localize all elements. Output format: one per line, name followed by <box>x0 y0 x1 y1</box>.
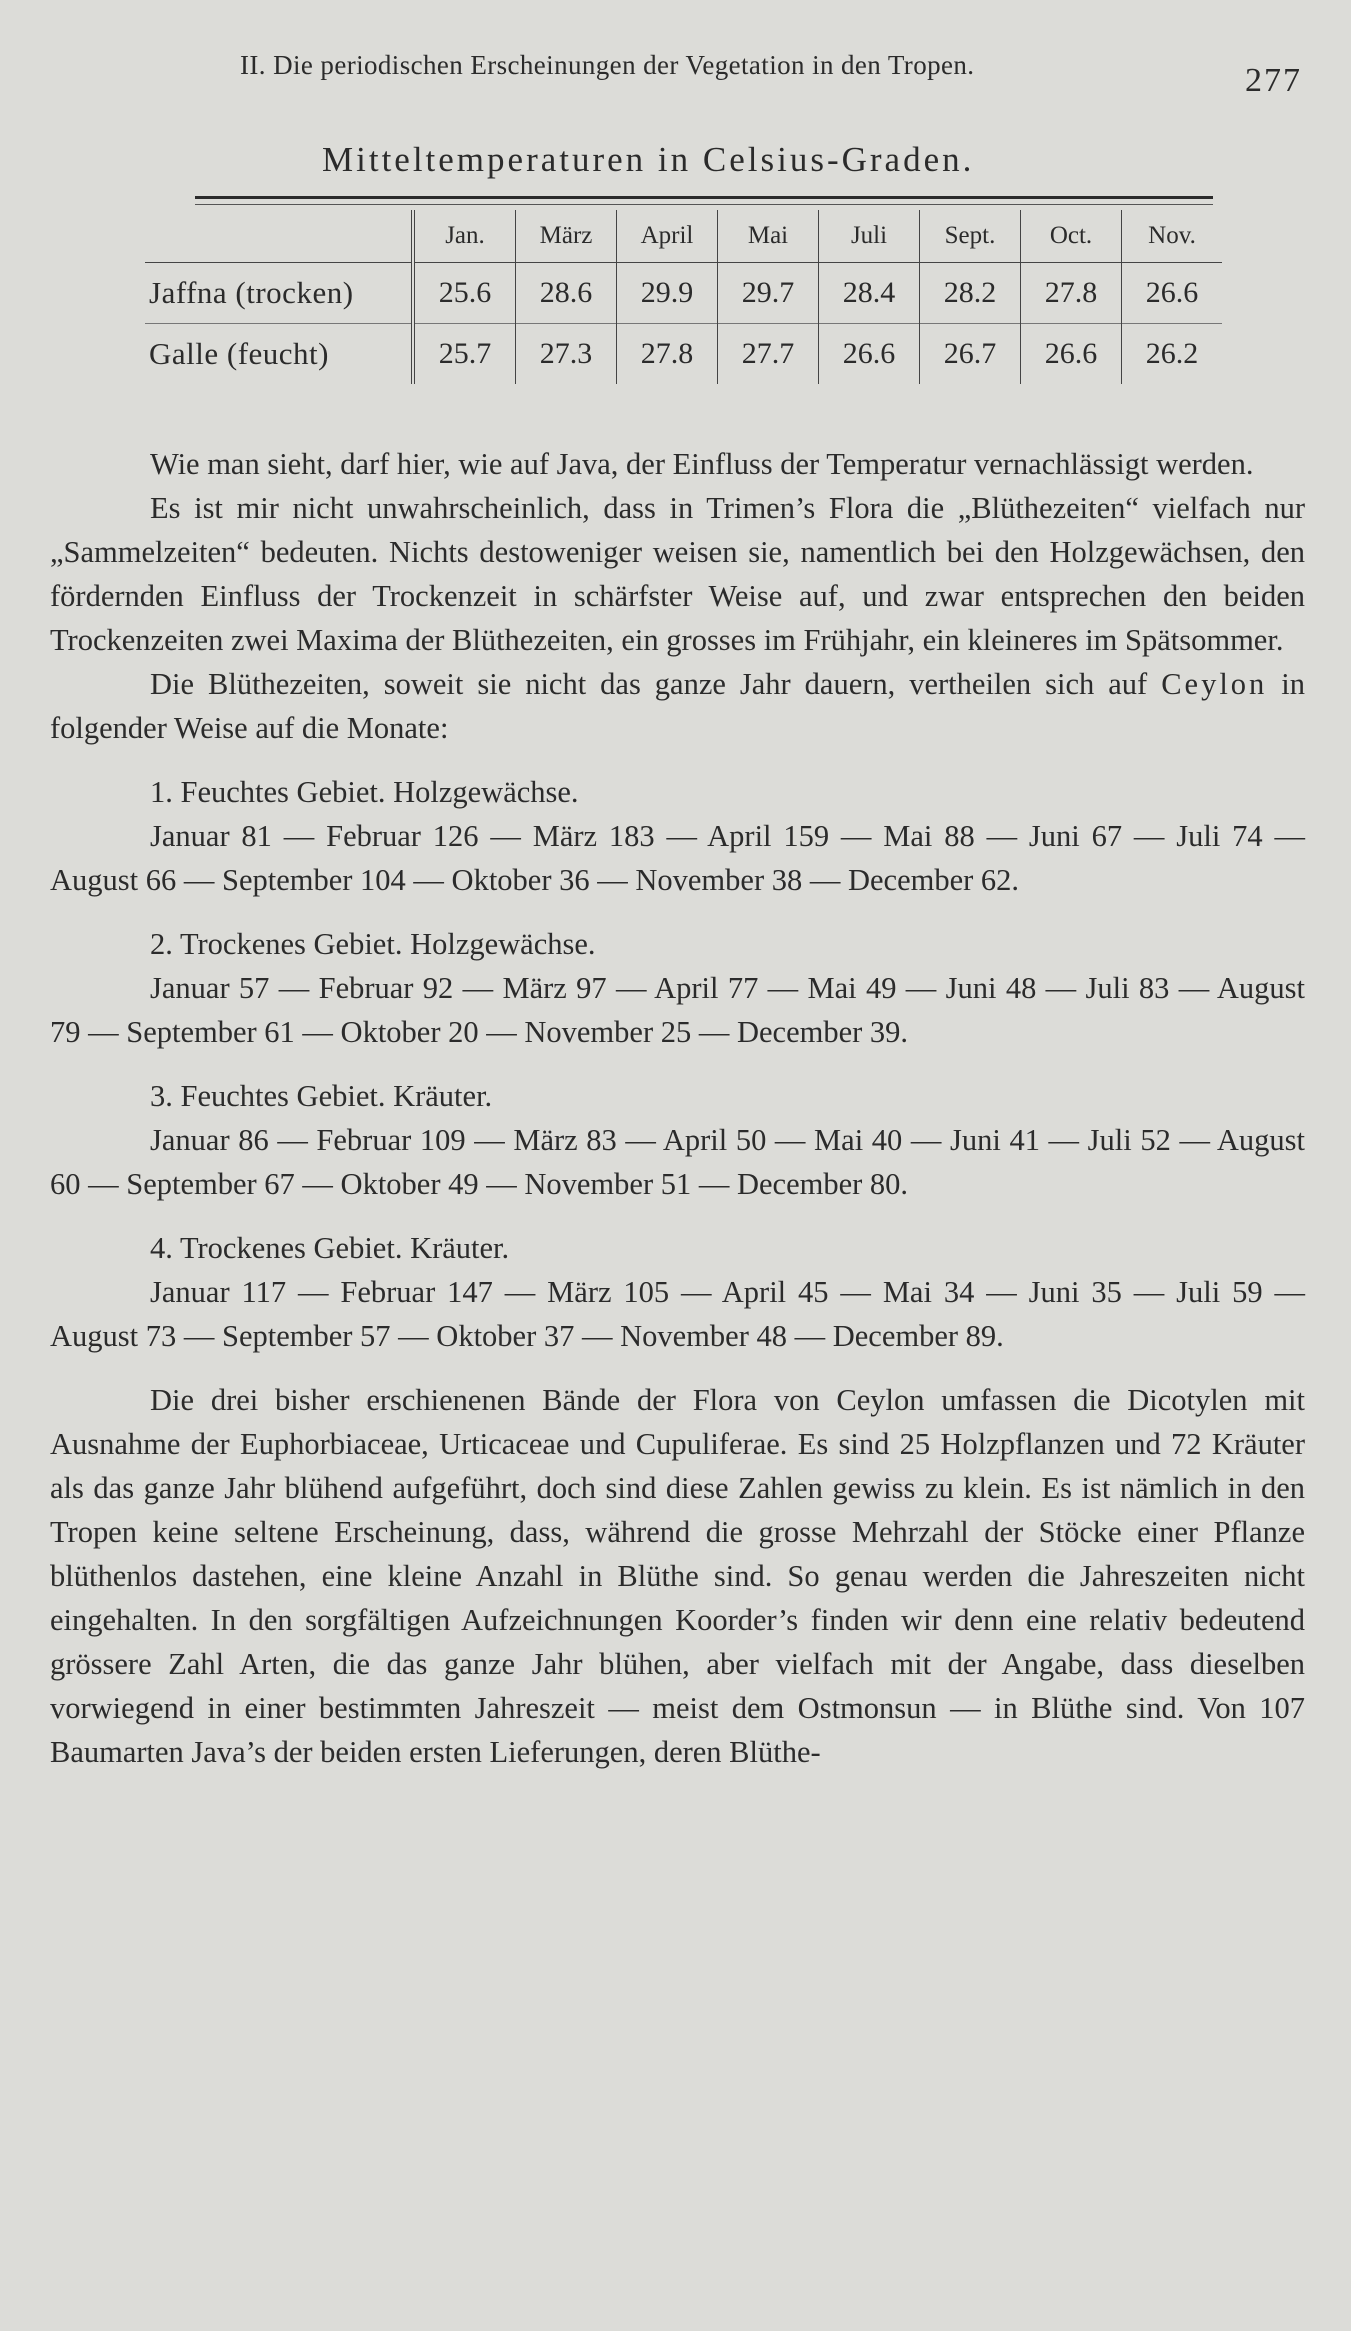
table-cell: 25.6 <box>413 263 516 324</box>
table-cell: 26.6 <box>1122 263 1223 324</box>
month-counts: Januar 81 — Februar 126 — März 183 — April 159 — Mai 88 — Juni 67 — Juli 74 — August 66 — September 104 — Oktober 36 — November 38 — December 62. <box>50 819 1305 897</box>
table-top-rule-thin <box>195 204 1213 205</box>
table-title: Mitteltemperaturen in Celsius-Graden. <box>322 140 975 179</box>
row-label: Jaffna (trocken) <box>149 275 354 310</box>
table-cell: 26.2 <box>1122 324 1223 385</box>
col-header: Sept. <box>920 210 1021 263</box>
section-heading: 1. Feuchtes Gebiet. Holzgewächse. <box>150 775 579 809</box>
table-cell: 27.3 <box>516 324 617 385</box>
section-heading: 4. Trockenes Gebiet. Kräuter. <box>150 1231 510 1265</box>
table-cell: 28.6 <box>516 263 617 324</box>
col-header: April <box>617 210 718 263</box>
month-counts: Januar 57 — Februar 92 — März 97 — April 77 — Mai 49 — Juni 48 — Juli 83 — August 79 — September 61 — Oktober 20 — November 25 — December 39. <box>50 971 1305 1049</box>
col-header: Jan. <box>413 210 516 263</box>
paragraph-part: in folgender Weise auf die Monate: <box>50 667 1306 745</box>
running-header: II. Die periodischen Erscheinungen der Vegetation in den Tropen. <box>240 50 975 80</box>
table-cell: 28.2 <box>920 263 1021 324</box>
table-cell: 26.6 <box>819 324 920 385</box>
table-cell: 26.7 <box>920 324 1021 385</box>
table-cell: 29.9 <box>617 263 718 324</box>
row-label: Galle (feucht) <box>149 336 329 371</box>
col-header: Juli <box>819 210 920 263</box>
table-cell: 27.8 <box>617 324 718 385</box>
table-cell: 29.7 <box>718 263 819 324</box>
col-header: Oct. <box>1021 210 1122 263</box>
table-cell: 27.7 <box>718 324 819 385</box>
table-top-rule <box>195 196 1213 199</box>
table-cell: 27.8 <box>1021 263 1122 324</box>
table-header-row <box>145 210 1222 263</box>
month-counts: Januar 86 — Februar 109 — März 83 — April 50 — Mai 40 — Juni 41 — Juli 52 — August 60 — September 67 — Oktober 49 — November 51 — December 80. <box>50 1123 1305 1201</box>
table-cell: 28.4 <box>819 263 920 324</box>
paragraph: Wie man sieht, darf hier, wie auf Java, der Einfluss der Temperatur vernachlässigt werden. <box>150 447 1254 481</box>
col-header: Nov. <box>1122 210 1223 263</box>
paragraph: Es ist mir nicht unwahrscheinlich, dass in Trimen’s Flora die „Blüthezeiten“ vielfach nur „Sammelzeiten“ bedeuten. Nichts destoweniger weisen sie, namentlich bei den Holzgewächsen, den fördernden Einfluss der Trockenzeit in schärfster Weise auf, und zwar entsprechen den beiden Trockenzeiten zwei Maxima der Blüthezeiten, ein grosses im Frühjahr, ein kleineres im Spätsommer. <box>50 491 1305 657</box>
table-row <box>145 324 1222 385</box>
section-heading: 2. Trockenes Gebiet. Holzgewächse. <box>150 927 596 961</box>
paragraph <box>50 662 1305 750</box>
paragraph: Die drei bisher erschienenen Bände der Flora von Ceylon umfassen die Dicotylen mit Ausnahme der Euphorbiaceae, Urticaceae und Cupuliferae. Es sind 25 Holzpflanzen und 72 Kräuter als das ganze Jahr blühend aufgeführt, doch sind diese Zahlen gewiss zu klein. Es ist nämlich in den Tropen keine seltene Erscheinung, dass, während die grosse Mehrzahl der Stöcke einer Pflanze blüthenlos dastehen, eine kleine Anzahl in Blüthe sind. So genau werden die Jahreszeiten nicht eingehalten. In den sorgfältigen Aufzeichnungen Koorder’s finden wir denn eine relativ bedeutend grössere Zahl Arten, die das ganze Jahr blühen, aber vielfach mit der Angabe, dass dieselben vorwiegend in einer bestimmten Jahreszeit — meist dem Ostmonsun — in Blüthe sind. Von 107 Baumarten Java’s der beiden ersten Lieferungen, deren Blüthe- <box>50 1383 1305 1769</box>
page-number: 277 <box>1245 62 1302 99</box>
place-name-ceylon: Ceylon <box>1161 667 1268 701</box>
temperature-table <box>145 210 1222 384</box>
table-cell: 26.6 <box>1021 324 1122 385</box>
table-row <box>145 263 1222 324</box>
col-header: Mai <box>718 210 819 263</box>
section-heading: 3. Feuchtes Gebiet. Kräuter. <box>150 1079 493 1113</box>
table-corner <box>145 210 413 263</box>
body-text <box>50 442 1305 1774</box>
table-cell: 25.7 <box>413 324 516 385</box>
col-header: März <box>516 210 617 263</box>
month-counts: Januar 117 — Februar 147 — März 105 — April 45 — Mai 34 — Juni 35 — Juli 59 — August 73 — September 57 — Oktober 37 — November 48 — December 89. <box>50 1275 1305 1353</box>
paragraph-part: Die Blüthezeiten, soweit sie nicht das ganze Jahr dauern, vertheilen sich auf <box>150 667 1148 701</box>
